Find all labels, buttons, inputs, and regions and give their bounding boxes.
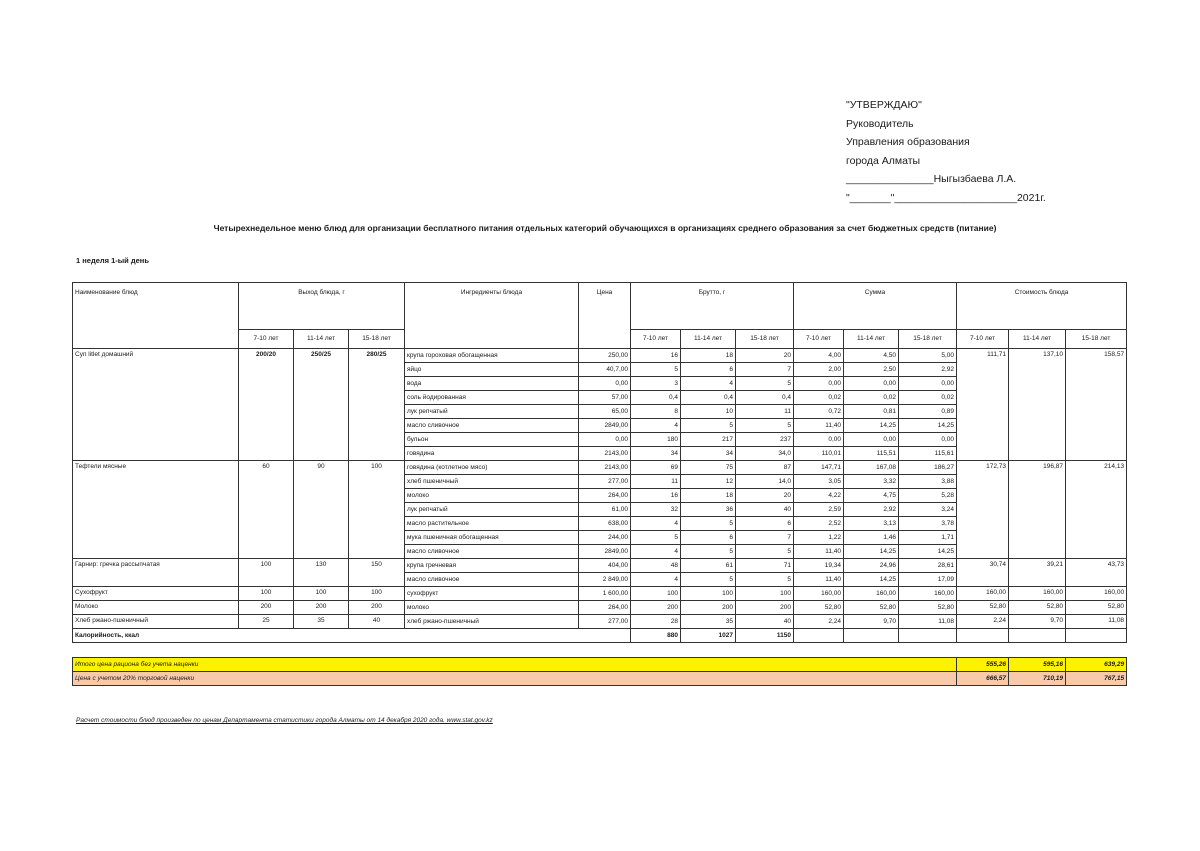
- ingredient-sum: 14,25: [899, 545, 957, 559]
- ingredient-name: яйцо: [405, 363, 579, 377]
- calories-value: 1027: [681, 629, 736, 643]
- age-header: 7-10 лет: [239, 330, 294, 349]
- ingredient-gross: 200: [736, 601, 794, 615]
- ingredient-sum: 4,50: [844, 349, 899, 363]
- dish-cost: 52,80: [1066, 601, 1127, 615]
- header-price: Цена: [579, 283, 631, 349]
- dish-cost: 2,24: [957, 615, 1009, 629]
- ingredient-sum: 14,25: [844, 573, 899, 587]
- dish-output: 200/20: [239, 349, 294, 461]
- ingredient-gross: 100: [631, 587, 681, 601]
- total-markup-value: 666,57: [957, 672, 1009, 686]
- ingredient-sum: 0,89: [899, 405, 957, 419]
- age-header: 15-18 лет: [349, 330, 405, 349]
- ingredient-gross: 6: [681, 531, 736, 545]
- spacer-row: [73, 643, 1127, 658]
- dish-cost: 111,71: [957, 349, 1009, 461]
- ingredient-gross: 14,0: [736, 475, 794, 489]
- ingredient-price: 250,00: [579, 349, 631, 363]
- total-no-markup-value: 555,26: [957, 658, 1009, 672]
- dish-output: 280/25: [349, 349, 405, 461]
- ingredient-gross: 100: [736, 587, 794, 601]
- ingredient-price: 2849,00: [579, 545, 631, 559]
- dish-cost: 160,00: [1009, 587, 1066, 601]
- ingredient-sum: 24,96: [844, 559, 899, 573]
- ingredient-sum: 4,22: [794, 489, 844, 503]
- total-no-markup-value: 639,29: [1066, 658, 1127, 672]
- ingredient-sum: 167,08: [844, 461, 899, 475]
- ingredient-sum: 11,40: [794, 419, 844, 433]
- ingredient-gross: 5: [681, 419, 736, 433]
- ingredient-gross: 237: [736, 433, 794, 447]
- dish-output: 100: [349, 461, 405, 559]
- ingredient-sum: 0,02: [794, 391, 844, 405]
- ingredient-sum: 3,13: [844, 517, 899, 531]
- ingredient-price: 2143,00: [579, 461, 631, 475]
- ingredient-name: мука пшеничная обогащенная: [405, 531, 579, 545]
- ingredient-price: 57,00: [579, 391, 631, 405]
- header-output: Выход блюда, г: [239, 283, 405, 330]
- calories-row: [73, 629, 1127, 643]
- age-header: 15-18 лет: [736, 330, 794, 349]
- approval-line: Руководитель: [846, 117, 914, 130]
- ingredient-gross: 180: [631, 433, 681, 447]
- empty-cell: [794, 629, 844, 643]
- ingredient-gross: 5: [681, 517, 736, 531]
- ingredient-sum: 52,80: [794, 601, 844, 615]
- age-header: 15-18 лет: [899, 330, 957, 349]
- ingredient-gross: 4: [631, 517, 681, 531]
- ingredient-gross: 71: [736, 559, 794, 573]
- age-header: 7-10 лет: [631, 330, 681, 349]
- total-markup-value: 767,15: [1066, 672, 1127, 686]
- ingredient-sum: 3,32: [844, 475, 899, 489]
- table-row: [73, 559, 1127, 573]
- empty-cell: [1009, 629, 1066, 643]
- ingredient-price: 61,00: [579, 503, 631, 517]
- dish-name: Суп litlet домашний: [73, 349, 239, 461]
- ingredient-gross: 18: [681, 349, 736, 363]
- ingredient-name: масло сливочное: [405, 419, 579, 433]
- ingredient-gross: 8: [631, 405, 681, 419]
- ingredient-gross: 5: [681, 573, 736, 587]
- ingredient-price: 404,00: [579, 559, 631, 573]
- ingredient-sum: 115,61: [899, 447, 957, 461]
- ingredient-name: хлеб пшеничный: [405, 475, 579, 489]
- header-dish: Наименование блюд: [73, 283, 239, 349]
- ingredient-sum: 17,09: [899, 573, 957, 587]
- age-header: 11-14 лет: [844, 330, 899, 349]
- ingredient-gross: 5: [736, 545, 794, 559]
- ingredient-gross: 12: [681, 475, 736, 489]
- ingredient-gross: 3: [631, 377, 681, 391]
- ingredient-gross: 200: [681, 601, 736, 615]
- age-header: 15-18 лет: [1066, 330, 1127, 349]
- approval-signature: _______________Ныгызбаева Л.А.: [846, 173, 1017, 185]
- ingredient-gross: 20: [736, 489, 794, 503]
- age-header: 7-10 лет: [794, 330, 844, 349]
- table-row: [73, 601, 1127, 615]
- total-no-markup-row: [73, 658, 1127, 672]
- ingredient-sum: 2,59: [794, 503, 844, 517]
- ingredient-gross: 87: [736, 461, 794, 475]
- ingredient-name: говядина (котлетное мясо): [405, 461, 579, 475]
- ingredient-gross: 4: [631, 545, 681, 559]
- ingredient-sum: 0,02: [844, 391, 899, 405]
- ingredient-sum: 3,05: [794, 475, 844, 489]
- ingredient-sum: 11,40: [794, 573, 844, 587]
- ingredient-gross: 0,4: [681, 391, 736, 405]
- ingredient-gross: 36: [681, 503, 736, 517]
- ingredient-gross: 35: [681, 615, 736, 629]
- approval-heading: "УТВЕРЖДАЮ": [846, 99, 922, 111]
- ingredient-sum: 2,52: [794, 517, 844, 531]
- calories-label: Калорийность, ккал: [73, 629, 631, 643]
- dish-cost: 160,00: [957, 587, 1009, 601]
- ingredient-gross: 40: [736, 503, 794, 517]
- dish-output: 60: [239, 461, 294, 559]
- ingredient-name: лук репчатый: [405, 503, 579, 517]
- ingredient-sum: 0,81: [844, 405, 899, 419]
- header-gross: Брутто, г: [631, 283, 794, 330]
- ingredient-name: масло растительное: [405, 517, 579, 531]
- ingredient-sum: 0,00: [899, 377, 957, 391]
- ingredient-sum: 147,71: [794, 461, 844, 475]
- ingredient-gross: 5: [681, 545, 736, 559]
- ingredient-sum: 186,27: [899, 461, 957, 475]
- ingredient-price: 277,00: [579, 475, 631, 489]
- table-row: [73, 349, 1127, 363]
- ingredient-gross: 5: [736, 419, 794, 433]
- ingredient-sum: 3,88: [899, 475, 957, 489]
- ingredient-sum: 1,71: [899, 531, 957, 545]
- ingredient-sum: 14,25: [844, 419, 899, 433]
- total-no-markup-value: 595,16: [1009, 658, 1066, 672]
- empty-cell: [844, 629, 899, 643]
- ingredient-price: 264,00: [579, 489, 631, 503]
- ingredient-name: бульон: [405, 433, 579, 447]
- ingredient-sum: 0,72: [794, 405, 844, 419]
- empty-cell: [899, 629, 957, 643]
- ingredient-sum: 2,50: [844, 363, 899, 377]
- ingredient-name: масло сливочное: [405, 573, 579, 587]
- ingredient-gross: 16: [631, 349, 681, 363]
- ingredient-sum: 14,25: [899, 419, 957, 433]
- ingredient-price: 0,00: [579, 433, 631, 447]
- dish-cost: 158,57: [1066, 349, 1127, 461]
- table-row: [73, 615, 1127, 629]
- ingredient-gross: 11: [736, 405, 794, 419]
- ingredient-gross: 0,4: [736, 391, 794, 405]
- dish-output: 100: [239, 587, 294, 601]
- ingredient-gross: 5: [631, 531, 681, 545]
- ingredient-sum: 160,00: [794, 587, 844, 601]
- ingredient-sum: 160,00: [844, 587, 899, 601]
- total-markup-label: Цена с учетом 20% торговой наценки: [73, 672, 957, 686]
- dish-output: 25: [239, 615, 294, 629]
- dish-cost: 43,73: [1066, 559, 1127, 587]
- ingredient-name: лук репчатый: [405, 405, 579, 419]
- ingredient-gross: 69: [631, 461, 681, 475]
- ingredient-gross: 32: [631, 503, 681, 517]
- ingredient-price: 65,00: [579, 405, 631, 419]
- ingredient-sum: 2,24: [794, 615, 844, 629]
- ingredient-price: 2 849,00: [579, 573, 631, 587]
- ingredient-gross: 217: [681, 433, 736, 447]
- dish-name: Молоко: [73, 601, 239, 615]
- approval-line: Управления образования: [846, 136, 970, 148]
- calories-value: 1150: [736, 629, 794, 643]
- ingredient-gross: 75: [681, 461, 736, 475]
- ingredient-sum: 110,01: [794, 447, 844, 461]
- ingredient-gross: 11: [631, 475, 681, 489]
- ingredient-sum: 0,02: [899, 391, 957, 405]
- ingredient-gross: 7: [736, 531, 794, 545]
- ingredient-sum: 4,75: [844, 489, 899, 503]
- approval-block: [846, 96, 1046, 207]
- ingredient-sum: 52,80: [899, 601, 957, 615]
- dish-cost: 52,80: [957, 601, 1009, 615]
- ingredient-gross: 61: [681, 559, 736, 573]
- dish-output: 35: [294, 615, 349, 629]
- dish-output: 150: [349, 559, 405, 587]
- ingredient-gross: 6: [681, 363, 736, 377]
- dish-output: 200: [349, 601, 405, 615]
- ingredient-sum: 0,00: [794, 377, 844, 391]
- ingredient-sum: 3,78: [899, 517, 957, 531]
- dish-cost: 196,87: [1009, 461, 1066, 559]
- ingredient-price: 40,7,00: [579, 363, 631, 377]
- ingredient-name: соль йодированная: [405, 391, 579, 405]
- dish-cost: 160,00: [1066, 587, 1127, 601]
- ingredient-name: вода: [405, 377, 579, 391]
- total-no-markup-label: Итого цена рациона без учета наценки: [73, 658, 957, 672]
- ingredient-price: 2143,00: [579, 447, 631, 461]
- ingredient-gross: 5: [736, 573, 794, 587]
- dish-cost: 52,80: [1009, 601, 1066, 615]
- ingredient-sum: 0,00: [794, 433, 844, 447]
- ingredient-sum: 160,00: [899, 587, 957, 601]
- dish-cost: 172,73: [957, 461, 1009, 559]
- ingredient-sum: 4,00: [794, 349, 844, 363]
- dish-cost: 137,10: [1009, 349, 1066, 461]
- ingredient-gross: 4: [681, 377, 736, 391]
- calories-value: 880: [631, 629, 681, 643]
- ingredient-gross: 4: [631, 573, 681, 587]
- dish-output: 250/25: [294, 349, 349, 461]
- age-header: 11-14 лет: [1009, 330, 1066, 349]
- ingredient-gross: 16: [631, 489, 681, 503]
- dish-output: 200: [294, 601, 349, 615]
- ingredient-sum: 9,70: [844, 615, 899, 629]
- ingredient-name: молоко: [405, 489, 579, 503]
- dish-name: Гарнир: гречка рассыпчатая: [73, 559, 239, 587]
- ingredient-name: молоко: [405, 601, 579, 615]
- ingredient-name: говядина: [405, 447, 579, 461]
- ingredient-name: крупа гречневая: [405, 559, 579, 573]
- header-ingredients: Ингредиенты блюда: [405, 283, 579, 349]
- header-sum: Сумма: [794, 283, 957, 330]
- ingredient-gross: 28: [631, 615, 681, 629]
- age-header: 11-14 лет: [681, 330, 736, 349]
- menu-table: [72, 282, 1127, 686]
- ingredient-sum: 28,61: [899, 559, 957, 573]
- age-header: 11-14 лет: [294, 330, 349, 349]
- ingredient-price: 244,00: [579, 531, 631, 545]
- ingredient-sum: 2,92: [899, 363, 957, 377]
- ingredient-gross: 40: [736, 615, 794, 629]
- ingredient-gross: 18: [681, 489, 736, 503]
- ingredient-price: 0,00: [579, 377, 631, 391]
- ingredient-gross: 34,0: [736, 447, 794, 461]
- ingredient-gross: 0,4: [631, 391, 681, 405]
- ingredient-sum: 5,00: [899, 349, 957, 363]
- ingredient-sum: 0,00: [844, 433, 899, 447]
- weekday-label: 1 неделя 1-ый день: [76, 256, 149, 265]
- ingredient-sum: 19,34: [794, 559, 844, 573]
- age-header: 7-10 лет: [957, 330, 1009, 349]
- total-markup-row: [73, 672, 1127, 686]
- footnote: Расчет стоимости блюд произведен по ценам Департамента статистики города Алматы от 14 декабря 2020 года. www.stat.gov.kz: [76, 717, 493, 724]
- dish-output: 90: [294, 461, 349, 559]
- ingredient-sum: 2,00: [794, 363, 844, 377]
- ingredient-sum: 1,46: [844, 531, 899, 545]
- ingredient-sum: 2,92: [844, 503, 899, 517]
- ingredient-sum: 5,28: [899, 489, 957, 503]
- ingredient-gross: 5: [631, 363, 681, 377]
- ingredient-gross: 34: [681, 447, 736, 461]
- ingredient-name: хлеб ржано-пшеничный: [405, 615, 579, 629]
- ingredient-gross: 34: [631, 447, 681, 461]
- dish-output: 100: [349, 587, 405, 601]
- ingredient-sum: 1,22: [794, 531, 844, 545]
- dish-cost: 11,08: [1066, 615, 1127, 629]
- approval-date: "_______"_____________________2021г.: [846, 191, 1046, 204]
- ingredient-price: 638,00: [579, 517, 631, 531]
- ingredient-sum: 11,08: [899, 615, 957, 629]
- dish-cost: 214,13: [1066, 461, 1127, 559]
- dish-cost: 39,21: [1009, 559, 1066, 587]
- ingredient-price: 264,00: [579, 601, 631, 615]
- ingredient-gross: 7: [736, 363, 794, 377]
- ingredient-price: 1 600,00: [579, 587, 631, 601]
- ingredient-gross: 100: [681, 587, 736, 601]
- ingredient-price: 277,00: [579, 615, 631, 629]
- ingredient-price: 2849,00: [579, 419, 631, 433]
- table-row: [73, 587, 1127, 601]
- ingredient-gross: 4: [631, 419, 681, 433]
- ingredient-name: масло сливочное: [405, 545, 579, 559]
- ingredient-sum: 0,00: [844, 377, 899, 391]
- dish-output: 40: [349, 615, 405, 629]
- total-markup-value: 710,19: [1009, 672, 1066, 686]
- dish-output: 100: [294, 587, 349, 601]
- ingredient-sum: 3,24: [899, 503, 957, 517]
- dish-cost: 30,74: [957, 559, 1009, 587]
- empty-cell: [1066, 629, 1127, 643]
- ingredient-gross: 48: [631, 559, 681, 573]
- approval-line: города Алматы: [846, 154, 921, 167]
- document-title: Четырехнедельное меню блюд для организации бесплатного питания отдельных категорий обучающихся в организациях среднего образования за счет бюджетных средств (питание): [213, 223, 997, 233]
- ingredient-gross: 6: [736, 517, 794, 531]
- table-row: [73, 461, 1127, 475]
- ingredient-name: сухофрукт: [405, 587, 579, 601]
- ingredient-name: крупа гороховая обогащенная: [405, 349, 579, 363]
- ingredient-gross: 5: [736, 377, 794, 391]
- ingredient-sum: 14,25: [844, 545, 899, 559]
- dish-name: Тефтели мясные: [73, 461, 239, 559]
- dish-output: 200: [239, 601, 294, 615]
- ingredient-sum: 0,00: [899, 433, 957, 447]
- dish-name: Сухофрукт: [73, 587, 239, 601]
- ingredient-gross: 10: [681, 405, 736, 419]
- ingredient-sum: 115,51: [844, 447, 899, 461]
- ingredient-gross: 200: [631, 601, 681, 615]
- header-cost: Стоимость блюда: [957, 283, 1127, 330]
- dish-cost: 9,70: [1009, 615, 1066, 629]
- dish-name: Хлеб ржано-пшеничный: [73, 615, 239, 629]
- empty-cell: [957, 629, 1009, 643]
- dish-output: 130: [294, 559, 349, 587]
- ingredient-gross: 20: [736, 349, 794, 363]
- dish-output: 100: [239, 559, 294, 587]
- ingredient-sum: 11,40: [794, 545, 844, 559]
- ingredient-sum: 52,80: [844, 601, 899, 615]
